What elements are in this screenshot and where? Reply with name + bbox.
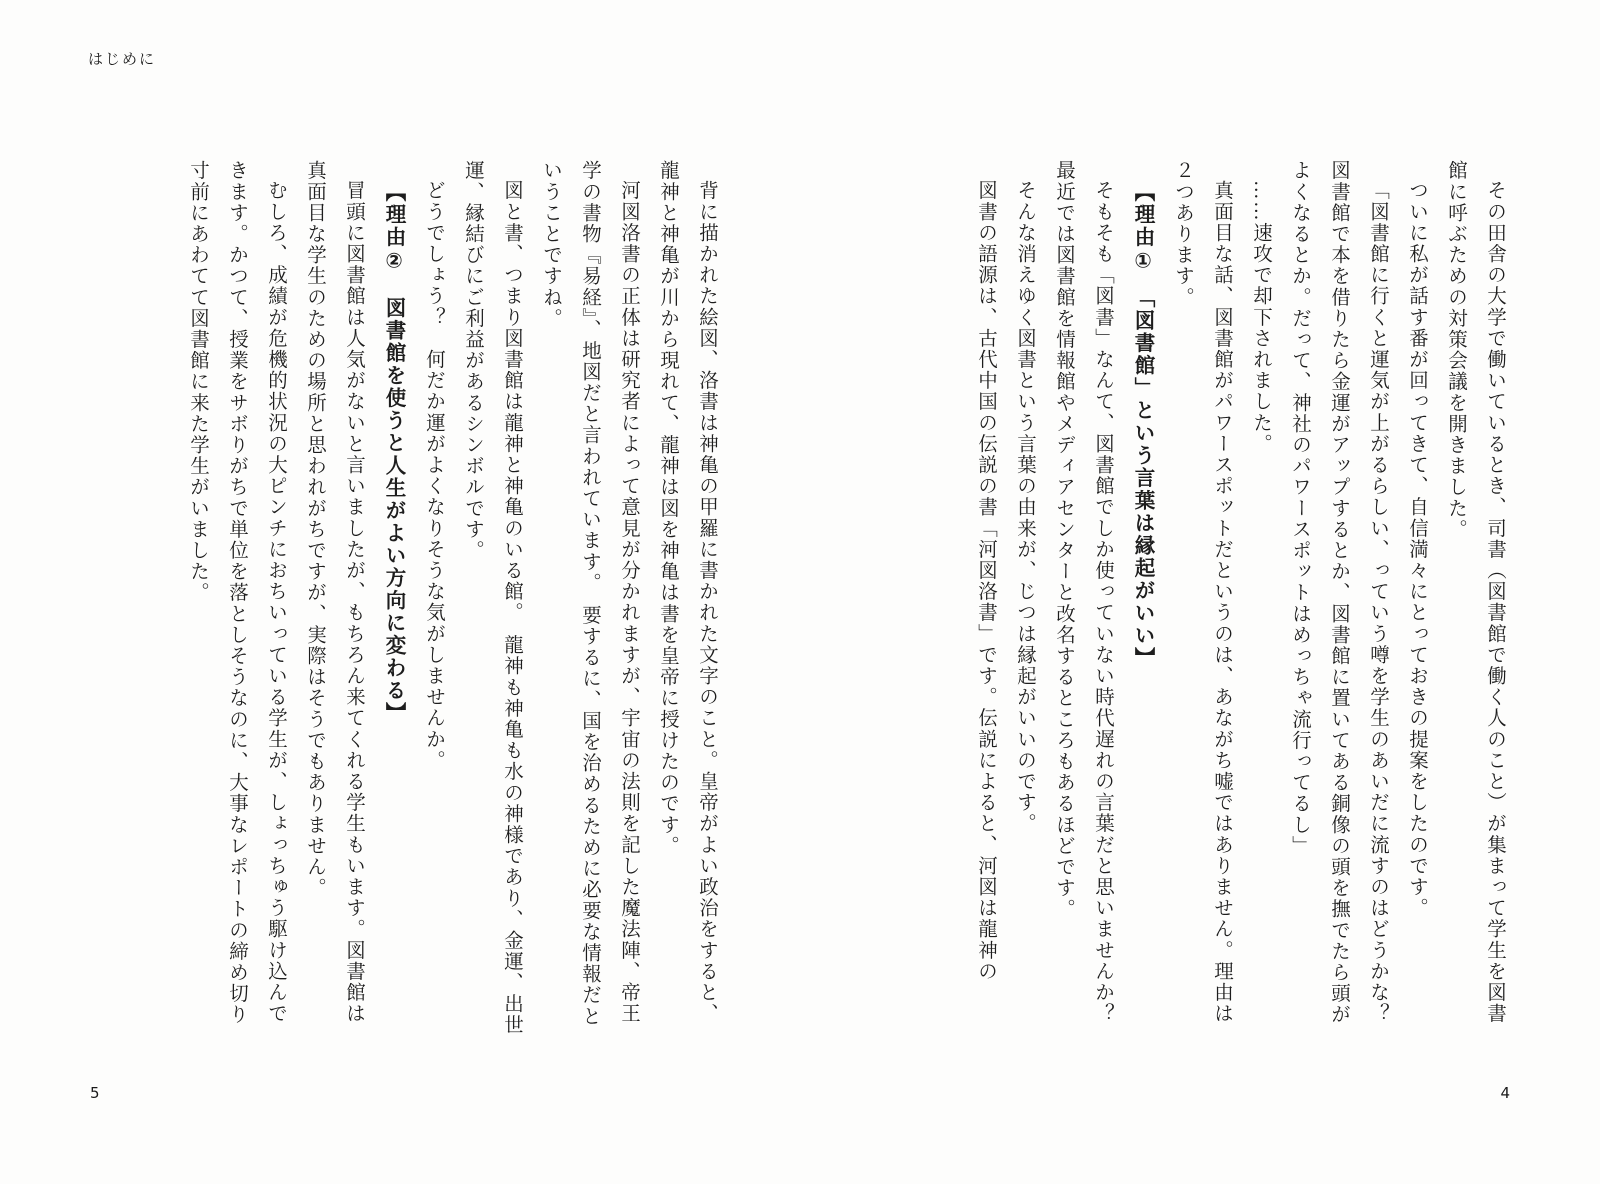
running-head: はじめに [88, 50, 157, 68]
paragraph: 冒頭に図書館は人気がないと言いましたが、もちろん来てくれる学生もいます。図書館は真面目な学生のための場所と思われがちですが、実際はそうでもありません。 [304, 160, 364, 1024]
paragraph: 河図洛書の正体は研究者によって意見が分かれますが、宇宙の法則を記した魔法陣、帝王学の書物『易経』、地図だと言われています。 要するに、国を治めるために必要な情報だということですね。 [540, 160, 639, 1027]
paragraph: 背に描かれた絵図、洛書は神亀の甲羅に書かれた文字のこと。皇帝がよい政治をすると、龍神と神亀が川から現れて、龍神は図を神亀は書を皇帝に授けたのです。 [657, 160, 717, 1024]
page-number-left: 5 [90, 1084, 100, 1102]
paragraph: その田舎の大学で働いているとき、司書（図書館で働く人のこと）が集まって学生を図書館に呼ぶための対策会議を開きました。 [1445, 160, 1505, 1024]
section-heading-reason-2: 【理由② 図書館を使うと人生がよい方向に変わる】 [382, 180, 406, 724]
right-page-text-column [894, 160, 1514, 1045]
left-page-text-column [86, 160, 726, 1040]
paragraph: どうでしょう？ 何だか運がよくなりそうな気がしませんか。 [423, 179, 444, 771]
paragraph: そもそも「図書」なんて、図書館でしか使っていない時代遅れの言葉だと思いませんか？ 最近では図書館を情報館やメディアセンターと改名するところもあるほどです。 [1053, 160, 1113, 1045]
paragraph: 図書の語源は、古代中国の伝説の書「河図洛書」です。伝説によると、河図は龍神の [975, 179, 996, 982]
page-number-right: 4 [1500, 1084, 1510, 1102]
paragraph: ……速攻で却下されました。 [1250, 179, 1271, 454]
section-heading-reason-1: 【理由① 「図書館」という言葉は縁起がいい】 [1131, 180, 1155, 669]
paragraph: 「図書館に行くと運気が上がるらしい、っていう噂を学生のあいだに流すのはどうかな？ 図書館で本を借りたら金運がアップするとか、図書館に置いてある銅像の頭を撫でたら頭がよくなるとか。だって、神社のパワースポットはめっちゃ流行ってるし」 [1289, 160, 1388, 1045]
paragraph: ついに私が話す番が回ってきて、自信満々にとっておきの提案をしたのです。 [1406, 179, 1427, 918]
paragraph: そんな消えゆく図書という言葉の由来が、じつは縁起がいいのです。 [1014, 179, 1035, 834]
page-gutter [799, 0, 801, 1184]
paragraph: 真面目な話、図書館がパワースポットだというのは、あながち嘘ではありません。理由は２つあります。 [1172, 160, 1232, 1024]
paragraph: 図と書、つまり図書館は龍神と神亀のいる館。 龍神も神亀も水の神様であり、金運、出世運、縁結びにご利益があるシンボルです。 [462, 160, 522, 1035]
paragraph: むしろ、成績が危機的状況の大ピンチにおちいっている学生が、しょっちゅう駆け込んできます。かつて、授業をサボりがちで単位を落としそうなのに、大事なレポートの締め切り寸前にあわてて図書館に来た学生がいました。 [187, 160, 286, 1026]
